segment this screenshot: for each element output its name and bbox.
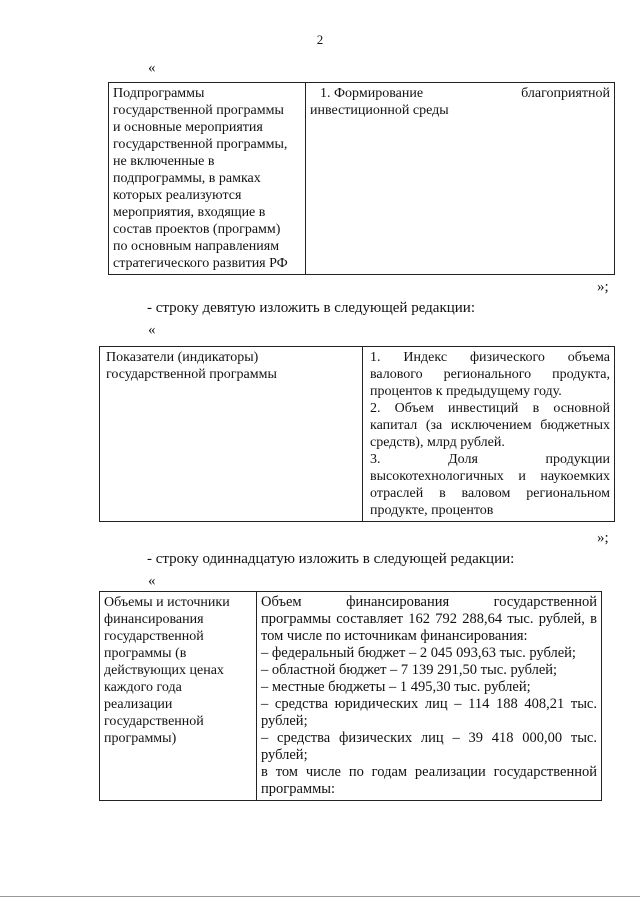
- table2-right-line: валового регионального продукта,: [370, 367, 610, 382]
- table2-right-line: высокотехнологичных и наукоемких: [370, 469, 610, 484]
- table3-right-line: рублей;: [261, 713, 308, 729]
- table-subprograms: [108, 82, 615, 275]
- table2-right-line: отраслей в валовом региональном: [370, 486, 610, 501]
- table1-left-line: которых реализуются: [113, 188, 242, 203]
- table3-right-line: – местные бюджеты – 1 495,30 тыс. рублей;: [261, 679, 531, 695]
- table3-left-line: программы (в: [104, 646, 187, 661]
- open-quote-1: «: [148, 60, 156, 76]
- table1-left-line: Подпрограммы: [113, 86, 205, 101]
- table1-right-item-1: 1. Формирование: [320, 86, 424, 101]
- table2-right-line: капитал (за исключением бюджетных: [370, 418, 610, 433]
- table1-left-line: состав проектов (программ): [113, 222, 281, 237]
- table1-left-line: подпрограммы, в рамках: [113, 171, 261, 186]
- table2-left-line: государственной программы: [106, 367, 277, 382]
- paragraph-line-nine: - строку девятую изложить в следующей редакции:: [147, 300, 476, 316]
- table-financing: [99, 591, 602, 801]
- open-quote-3: «: [148, 573, 156, 589]
- table2-right-line: 3. Доля продукции: [370, 452, 610, 467]
- table3-left-line: государственной: [104, 629, 204, 644]
- paragraph-line-eleven: - строку одиннадцатую изложить в следующей редакции:: [147, 551, 515, 567]
- table3-right-line: – федеральный бюджет – 2 045 093,63 тыс. рублей;: [261, 645, 576, 661]
- table-indicators: [99, 346, 615, 522]
- table1-left-line: мероприятия, входящие в: [113, 205, 266, 220]
- close-quote-2: »;: [597, 530, 609, 546]
- table3-left-line: действующих ценах: [104, 663, 224, 678]
- table1-left-line: стратегического развития РФ: [113, 256, 288, 271]
- table3-left-line: государственной: [104, 714, 204, 729]
- page-bottom-edge: [0, 896, 640, 897]
- table1-left-line: и основные мероприятия: [113, 120, 263, 135]
- table2-right-line: средств), млрд рублей.: [370, 435, 505, 450]
- table3-right-line: программы:: [261, 781, 336, 797]
- table1-right-item-1b: благоприятной: [521, 86, 610, 101]
- table2-left-line: Показатели (индикаторы): [106, 350, 259, 365]
- table3-left-line: каждого года: [104, 680, 182, 695]
- table3-left-line: Объемы и источники: [104, 595, 230, 610]
- table3-left-line: программы): [104, 731, 177, 746]
- table2-right-line: 1. Индекс физического объема: [370, 350, 610, 365]
- table3-right-line: – средства юридических лиц – 114 188 408,21 тыс.: [261, 696, 597, 712]
- table3-left-line: реализации: [104, 697, 173, 712]
- page-number: 2: [316, 32, 324, 47]
- table2-right-line: продукте, процентов: [370, 503, 494, 518]
- table2-right-line: процентов к предыдущему году.: [370, 384, 562, 399]
- table3-left-cell: [100, 592, 257, 801]
- table3-right-line: программы составляет 162 792 288,64 тыс. рублей, в: [261, 611, 597, 627]
- table3-right-cell: [257, 592, 602, 801]
- table3-right-line: – областной бюджет – 7 139 291,50 тыс. рублей;: [261, 662, 558, 678]
- table3-left-line: финансирования: [104, 612, 204, 627]
- open-quote-2: «: [148, 322, 156, 338]
- close-quote-1: »;: [597, 279, 609, 295]
- table3-right-line: рублей;: [261, 747, 308, 763]
- table3-right-line: – средства физических лиц – 39 418 000,00 тыс.: [261, 730, 597, 746]
- table2-right-cell: [363, 347, 615, 522]
- table1-left-line: государственной программы,: [113, 137, 288, 152]
- table3-right-line: Объем финансирования государственной: [261, 594, 597, 610]
- table3-right-line: том числе по источникам финансирования:: [261, 628, 528, 644]
- table1-left-line: по основным направлениям: [113, 239, 280, 254]
- table1-left-cell: [109, 83, 306, 275]
- table3-right-line: в том числе по годам реализации государственной: [261, 764, 597, 780]
- table1-right-line-2: инвестиционной среды: [310, 103, 449, 118]
- table2-right-line: 2. Объем инвестиций в основной: [370, 401, 610, 416]
- table1-right-cell: [306, 83, 615, 275]
- table2-left-cell: [100, 347, 363, 522]
- table1-left-line: не включенные в: [113, 154, 215, 169]
- table1-left-line: государственной программы: [113, 103, 284, 118]
